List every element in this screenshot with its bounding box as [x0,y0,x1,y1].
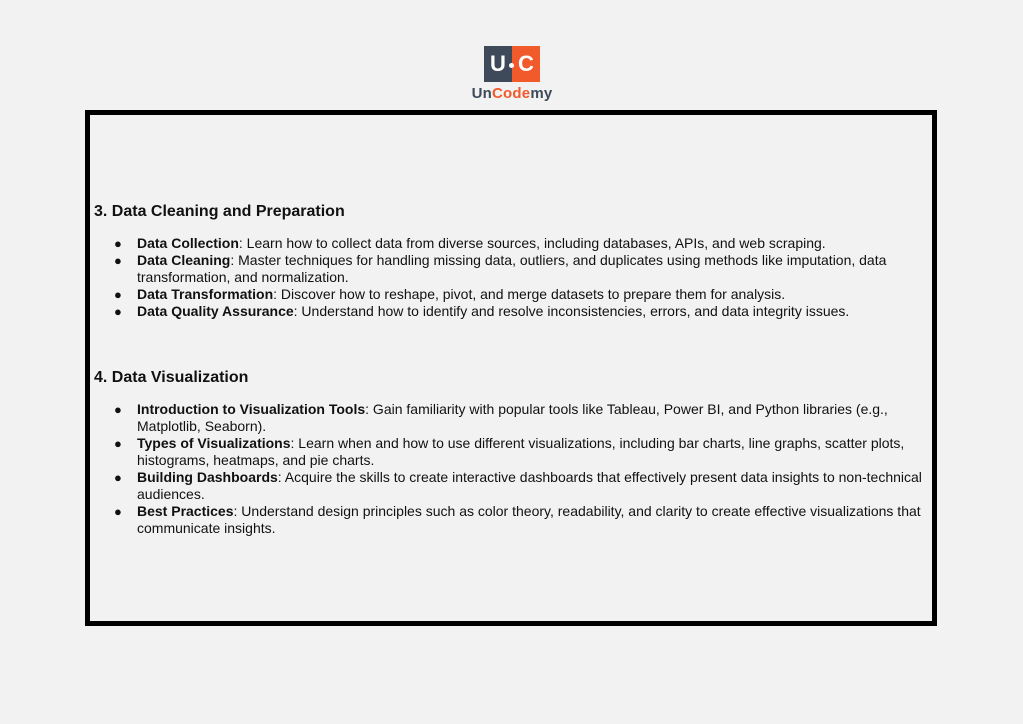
list-item [94,286,926,303]
bullet-icon: ● [114,304,122,319]
list-item [94,303,926,320]
item-term: Best Practices [137,503,234,519]
item-term: Data Transformation [137,286,274,302]
uncodemy-logo [466,44,558,104]
item-text: : Learn when and how to use different visualizations, including bar charts, line graphs, scatter plots, histograms, heatmaps, and pie charts. [137,435,905,468]
bullet-icon: ● [114,436,122,451]
list-item [94,503,926,537]
list-item [94,401,926,435]
section-heading: 4. Data Visualization [94,369,249,386]
logo-word-part1: Un [471,85,492,102]
bullet-list [94,235,926,320]
logo-badge-letter-u: U [484,46,512,82]
bullet-list [94,401,926,537]
logo-word-part2: Code [492,85,531,102]
logo-word-part3: my [530,85,553,102]
logo-badge-letter-c: C [512,46,540,82]
item-text: : Discover how to reshape, pivot, and merge datasets to prepare them for analysis. [273,286,786,302]
bullet-icon: ● [114,287,122,302]
bullet-icon: ● [114,236,122,251]
item-term: Data Collection [137,235,239,251]
item-text: : Learn how to collect data from diverse sources, including databases, APIs, and web scraping. [238,235,826,251]
item-text: : Understand how to identify and resolve inconsistencies, errors, and data integrity issues. [293,303,850,319]
section-data-visualization [94,368,926,537]
bullet-icon: ● [114,402,122,417]
item-text: : Understand design principles such as color theory, readability, and clarity to create effective visualizations that communicate insights. [137,503,921,536]
item-text: : Acquire the skills to create interactive dashboards that effectively present data insights to non-technical audiences. [137,469,922,502]
bullet-icon: ● [114,470,122,485]
section-heading: 3. Data Cleaning and Preparation [94,203,345,220]
item-term: Data Quality Assurance [137,303,294,319]
item-term: Data Cleaning [137,252,231,268]
section-data-cleaning [94,202,926,320]
list-item [94,435,926,469]
logo-wordmark [466,85,558,102]
item-term: Building Dashboards [137,469,278,485]
item-text: : Master techniques for handling missing data, outliers, and duplicates using methods like imputation, data transformation, and normalization. [137,252,887,285]
bullet-icon: ● [114,253,122,268]
item-text: : Gain familiarity with popular tools like Tableau, Power BI, and Python libraries (e.g., Matplotlib, Seaborn). [137,401,888,434]
bullet-icon: ● [114,504,122,519]
content-frame [85,110,937,626]
list-item [94,252,926,286]
logo-badge [484,46,540,82]
logo-dot [509,63,514,68]
list-item [94,469,926,503]
list-item [94,235,926,252]
item-term: Types of Visualizations [137,435,291,451]
item-term: Introduction to Visualization Tools [137,401,366,417]
